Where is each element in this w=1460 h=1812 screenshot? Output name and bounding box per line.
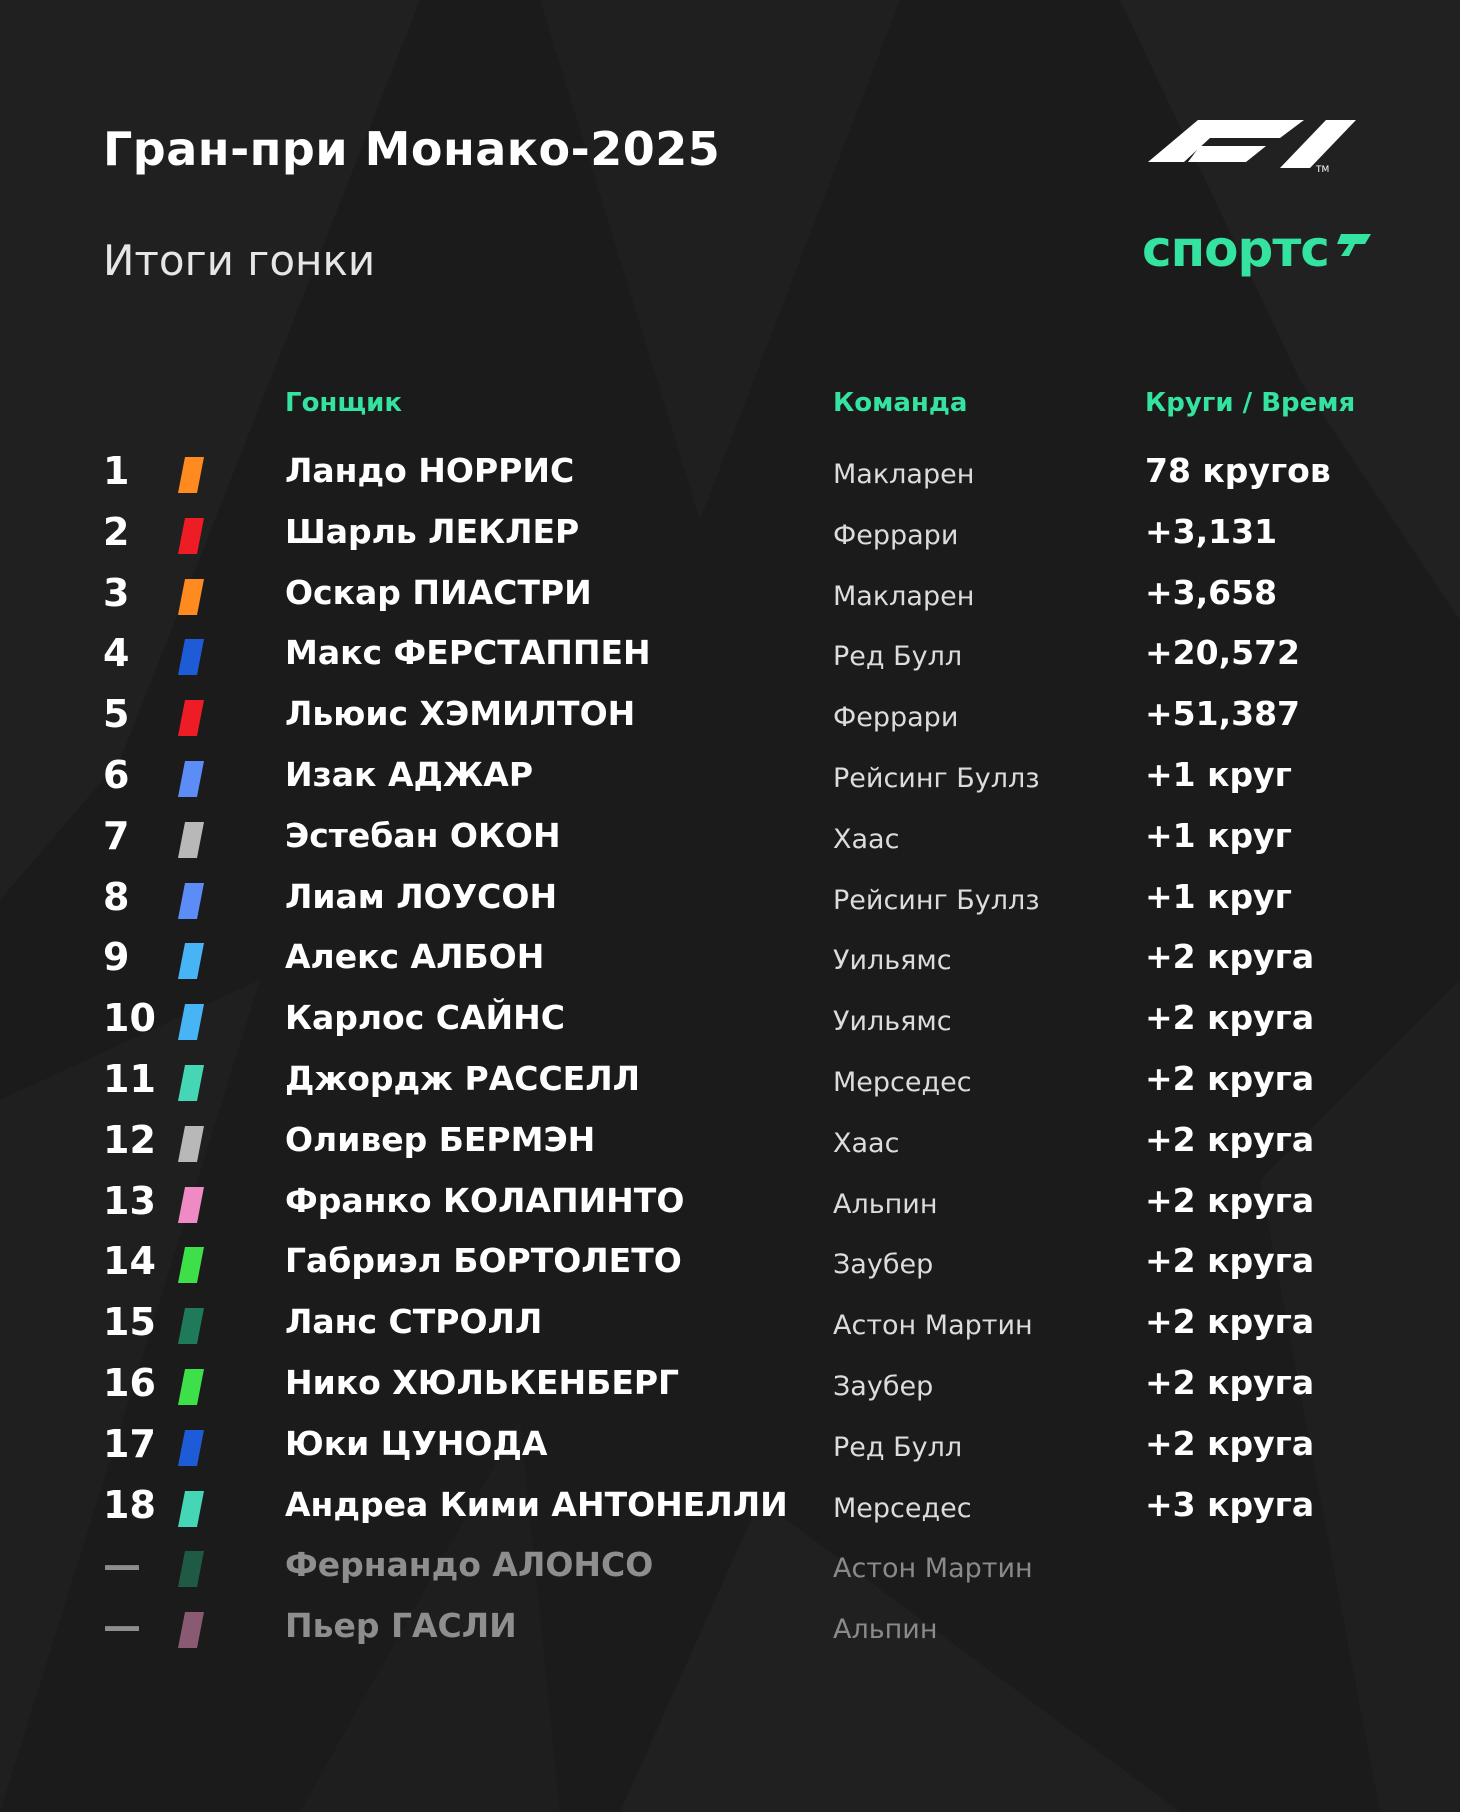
race-result: +2 круга <box>1145 1180 1315 1220</box>
position: 2 <box>103 509 130 554</box>
team-name: Заубер <box>833 1370 934 1402</box>
table-row <box>0 931 1460 992</box>
position: 10 <box>103 996 156 1041</box>
svg-text:TM: TM <box>1316 165 1330 175</box>
driver-name: Пьер ГАСЛИ <box>285 1606 517 1646</box>
team-color-flag-icon <box>178 577 204 617</box>
driver-name: Нико ХЮЛЬКЕНБЕРГ <box>285 1362 680 1402</box>
position: — <box>103 1543 141 1588</box>
team-name: Мерседес <box>833 1066 972 1098</box>
results-table <box>0 445 1460 1661</box>
position: 11 <box>103 1056 156 1101</box>
table-row <box>0 688 1460 749</box>
table-row <box>0 506 1460 567</box>
driver-name: Изак АДЖАР <box>285 754 533 794</box>
driver-name: Юки ЦУНОДА <box>285 1423 548 1463</box>
driver-name: Габриэл БОРТОЛЕТО <box>285 1241 682 1281</box>
table-row <box>0 627 1460 688</box>
race-result: +1 круг <box>1145 754 1292 794</box>
team-name: Уильямс <box>833 1006 952 1038</box>
driver-name: Карлос САЙНС <box>285 998 565 1038</box>
table-row <box>0 1114 1460 1175</box>
table-row <box>0 810 1460 871</box>
team-name: Феррари <box>833 702 959 734</box>
position: — <box>103 1604 141 1649</box>
driver-name: Макс ФЕРСТАППЕН <box>285 633 651 673</box>
driver-name: Ландо НОРРИС <box>285 451 575 490</box>
race-result: +3,131 <box>1145 511 1278 551</box>
race-result: +2 круга <box>1145 1302 1315 1342</box>
table-row <box>0 871 1460 932</box>
table-row <box>0 1357 1460 1418</box>
position: 6 <box>103 752 130 797</box>
team-color-flag-icon <box>178 1549 204 1589</box>
position: 3 <box>103 570 130 615</box>
page-subtitle: Итоги гонки <box>103 236 376 285</box>
team-color-flag-icon <box>178 1185 204 1225</box>
column-header-team: Команда <box>833 388 968 418</box>
race-result: +2 круга <box>1145 937 1315 977</box>
team-color-flag-icon <box>178 1610 204 1650</box>
team-name: Макларен <box>833 459 975 490</box>
driver-name: Шарль ЛЕКЛЕР <box>285 511 580 551</box>
brand-mark-icon <box>1337 232 1373 258</box>
team-color-flag-icon <box>178 1063 204 1103</box>
team-name: Хаас <box>833 1127 900 1159</box>
position: 9 <box>103 935 130 980</box>
race-result: 78 кругов <box>1145 451 1331 490</box>
table-row <box>0 1479 1460 1540</box>
team-name: Рейсинг Буллз <box>833 884 1040 916</box>
driver-name: Оскар ПИАСТРИ <box>285 572 592 612</box>
driver-name: Джордж РАССЕЛЛ <box>285 1058 641 1098</box>
team-color-flag-icon <box>178 1124 204 1164</box>
team-color-flag-icon <box>178 455 204 495</box>
driver-name: Ланс СТРОЛЛ <box>285 1302 543 1342</box>
table-row <box>0 1296 1460 1357</box>
team-name: Хаас <box>833 823 900 855</box>
race-result: +2 круга <box>1145 1119 1315 1159</box>
race-result: +2 круга <box>1145 1058 1315 1098</box>
position: 18 <box>103 1482 156 1527</box>
team-color-flag-icon <box>178 1489 204 1529</box>
table-row <box>0 1175 1460 1236</box>
driver-name: Лиам ЛОУСОН <box>285 876 558 916</box>
table-row <box>0 992 1460 1053</box>
team-name: Рейсинг Буллз <box>833 762 1040 794</box>
race-result: +20,572 <box>1145 633 1300 673</box>
driver-name: Алекс АЛБОН <box>285 937 545 977</box>
team-color-flag-icon <box>178 881 204 921</box>
driver-name: Эстебан ОКОН <box>285 815 561 855</box>
position: 14 <box>103 1239 156 1284</box>
team-name: Астон Мартин <box>833 1553 1033 1585</box>
brand-logo: спортс <box>1142 220 1329 278</box>
table-row <box>0 1235 1460 1296</box>
team-color-flag-icon <box>178 698 204 738</box>
driver-name: Андреа Кими АНТОНЕЛЛИ <box>285 1484 788 1524</box>
team-name: Заубер <box>833 1249 934 1281</box>
race-result: +2 круга <box>1145 1362 1315 1402</box>
team-color-flag-icon <box>178 516 204 556</box>
position: 5 <box>103 692 130 737</box>
table-row <box>0 445 1460 506</box>
table-row <box>0 749 1460 810</box>
column-header-result: Круги / Время <box>1145 388 1356 418</box>
team-color-flag-icon <box>178 1245 204 1285</box>
team-color-flag-icon <box>178 941 204 981</box>
race-result: +2 круга <box>1145 1241 1315 1281</box>
team-color-flag-icon <box>178 1367 204 1407</box>
position: 15 <box>103 1300 156 1345</box>
f1-logo-icon <box>1140 112 1360 176</box>
table-row <box>0 1539 1460 1600</box>
team-name: Ред Булл <box>833 641 963 673</box>
team-name: Ред Булл <box>833 1431 963 1463</box>
team-name: Альпин <box>833 1614 938 1646</box>
page-title: Гран-при Монако-2025 <box>103 122 721 176</box>
table-row <box>0 567 1460 628</box>
team-name: Феррари <box>833 519 959 551</box>
team-color-flag-icon <box>178 1428 204 1468</box>
team-color-flag-icon <box>178 1306 204 1346</box>
race-result: +1 круг <box>1145 876 1292 916</box>
race-result: +2 круга <box>1145 1423 1315 1463</box>
team-name: Астон Мартин <box>833 1310 1033 1342</box>
driver-name: Фернандо АЛОНСО <box>285 1545 654 1585</box>
team-name: Макларен <box>833 580 975 612</box>
driver-name: Франко КОЛАПИНТО <box>285 1180 685 1220</box>
table-row <box>0 1418 1460 1479</box>
table-row <box>0 1600 1460 1661</box>
team-color-flag-icon <box>178 820 204 860</box>
team-color-flag-icon <box>178 759 204 799</box>
race-result: +1 круг <box>1145 815 1292 855</box>
driver-name: Льюис ХЭМИЛТОН <box>285 694 636 734</box>
column-header-driver: Гонщик <box>285 388 402 418</box>
team-name: Мерседес <box>833 1492 972 1524</box>
position: 13 <box>103 1178 156 1223</box>
driver-name: Оливер БЕРМЭН <box>285 1119 596 1159</box>
table-row <box>0 1053 1460 1114</box>
position: 12 <box>103 1117 156 1162</box>
team-name: Уильямс <box>833 945 952 977</box>
position: 7 <box>103 813 130 858</box>
race-result: +3,658 <box>1145 572 1278 612</box>
position: 17 <box>103 1421 156 1466</box>
team-name: Альпин <box>833 1188 938 1220</box>
position: 4 <box>103 631 130 676</box>
position: 16 <box>103 1360 156 1405</box>
race-result: +2 круга <box>1145 998 1315 1038</box>
race-result: +3 круга <box>1145 1484 1315 1524</box>
position: 8 <box>103 874 130 919</box>
position: 1 <box>103 449 130 493</box>
team-color-flag-icon <box>178 1002 204 1042</box>
team-color-flag-icon <box>178 637 204 677</box>
race-result: +51,387 <box>1145 694 1300 734</box>
